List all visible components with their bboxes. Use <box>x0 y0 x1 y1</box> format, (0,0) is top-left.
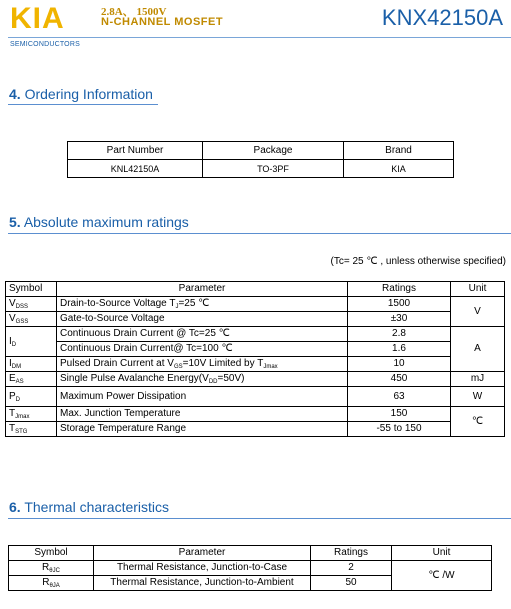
section-ratings-title <box>9 214 189 230</box>
parameter-cell: Continuous Drain Current@ Tc=100 ℃ <box>57 342 348 357</box>
table-header-cell: Symbol <box>6 282 57 297</box>
thermal-table <box>8 545 492 591</box>
ratings-table <box>5 281 505 437</box>
symbol-cell: $R_{\theta JA}$ <box>9 576 94 591</box>
table-header-cell: Ratings <box>348 282 451 297</box>
table-header-cell: Brand <box>344 142 454 160</box>
unit-cell: mJ <box>451 372 505 387</box>
symbol-cell: $I_{DM}$ <box>6 357 57 372</box>
parameter-cell: Drain-to-Source Voltage $T_J=25$ ℃ <box>57 297 348 312</box>
rating-cell: 50 <box>311 576 392 591</box>
parameter-cell: Continuous Drain Current @ Tc=25 ℃ <box>57 327 348 342</box>
table-header-cell: Unit <box>451 282 505 297</box>
table-row <box>6 312 505 327</box>
table-header-cell: Unit <box>392 546 492 561</box>
section-number: 6. <box>9 499 21 515</box>
rating-cell: 1.6 <box>348 342 451 357</box>
table-row <box>68 160 454 178</box>
table-header-cell: Parameter <box>57 282 348 297</box>
table-header-row <box>6 282 505 297</box>
rating-cell: 450 <box>348 372 451 387</box>
product-rating: 2.8A、 1500V <box>101 6 167 18</box>
header-divider <box>8 37 511 38</box>
table-cell: KIA <box>344 160 454 178</box>
parameter-cell: Thermal Resistance, Junction-to-Case <box>94 561 311 576</box>
product-type: N-CHANNEL MOSFET <box>101 16 224 28</box>
table-header-cell: Ratings <box>311 546 392 561</box>
rating-cell: 10 <box>348 357 451 372</box>
table-header-row <box>68 142 454 160</box>
section-ordering-title <box>9 86 153 102</box>
parameter-cell: Maximum Power Dissipation <box>57 387 348 407</box>
parameter-cell: Thermal Resistance, Junction-to-Ambient <box>94 576 311 591</box>
symbol-cell: $R_{\theta JC}$ <box>9 561 94 576</box>
symbol-cell: $T_{Jmax}$ <box>6 407 57 422</box>
section-number: 5. <box>9 214 21 230</box>
table-cell: KNL42150A <box>68 160 203 178</box>
section-title-text: Ordering Information <box>24 86 153 102</box>
table-row <box>6 372 505 387</box>
table-header-cell: Parameter <box>94 546 311 561</box>
table-row <box>9 561 492 576</box>
symbol-cell: $I_D$ <box>6 327 57 357</box>
ratings-condition-note: (Tc= 25 ℃ , unless otherwise specified) <box>330 256 506 267</box>
section-thermal-title <box>9 499 169 515</box>
brand-logo: KIA <box>10 2 65 35</box>
brand-subtitle: SEMICONDUCTORS <box>10 41 80 48</box>
table-row <box>6 422 505 437</box>
symbol-cell: $T_{STG}$ <box>6 422 57 437</box>
table-row <box>6 342 505 357</box>
parameter-cell: Single Pulse Avalanche $Energy(V_{DD}=50V)$ <box>57 372 348 387</box>
section-title-text: Absolute maximum ratings <box>23 214 189 230</box>
unit-cell: ℃ /W <box>392 561 492 591</box>
table-header-row <box>9 546 492 561</box>
table-row <box>6 357 505 372</box>
header-part-number: KNX42150A <box>381 5 503 30</box>
rating-cell: 2 <box>311 561 392 576</box>
rating-cell: 2.8 <box>348 327 451 342</box>
parameter-cell: Pulsed Drain Current at $V_{GS}=10V$ Limited by $T_{Jmax}$ <box>57 357 348 372</box>
section-title-text: Thermal characteristics <box>24 499 170 515</box>
section-underline <box>8 104 158 105</box>
parameter-cell: Max. Junction Temperature <box>57 407 348 422</box>
table-header-cell: Part Number <box>68 142 203 160</box>
table-row <box>6 407 505 422</box>
unit-cell: V <box>451 297 505 327</box>
symbol-cell: $V_{DSS}$ <box>6 297 57 312</box>
symbol-cell: $V_{GSS}$ <box>6 312 57 327</box>
table-row <box>6 297 505 312</box>
table-cell: TO-3PF <box>203 160 344 178</box>
symbol-cell: $P_D$ <box>6 387 57 407</box>
unit-cell: ℃ <box>451 407 505 437</box>
rating-cell: 150 <box>348 407 451 422</box>
rating-cell: 63 <box>348 387 451 407</box>
rating-cell: 1500 <box>348 297 451 312</box>
table-row <box>6 327 505 342</box>
rating-cell: ±30 <box>348 312 451 327</box>
table-row <box>6 387 505 407</box>
unit-cell: A <box>451 327 505 372</box>
unit-cell: W <box>451 387 505 407</box>
section-underline <box>8 233 511 234</box>
parameter-cell: Storage Temperature Range <box>57 422 348 437</box>
ordering-table <box>67 141 454 178</box>
section-number: 4. <box>9 86 21 102</box>
symbol-cell: $E_{AS}$ <box>6 372 57 387</box>
rating-cell: -55 to 150 <box>348 422 451 437</box>
table-header-cell: Package <box>203 142 344 160</box>
parameter-cell: Gate-to-Source Voltage <box>57 312 348 327</box>
section-underline <box>8 518 511 519</box>
table-header-cell: Symbol <box>9 546 94 561</box>
